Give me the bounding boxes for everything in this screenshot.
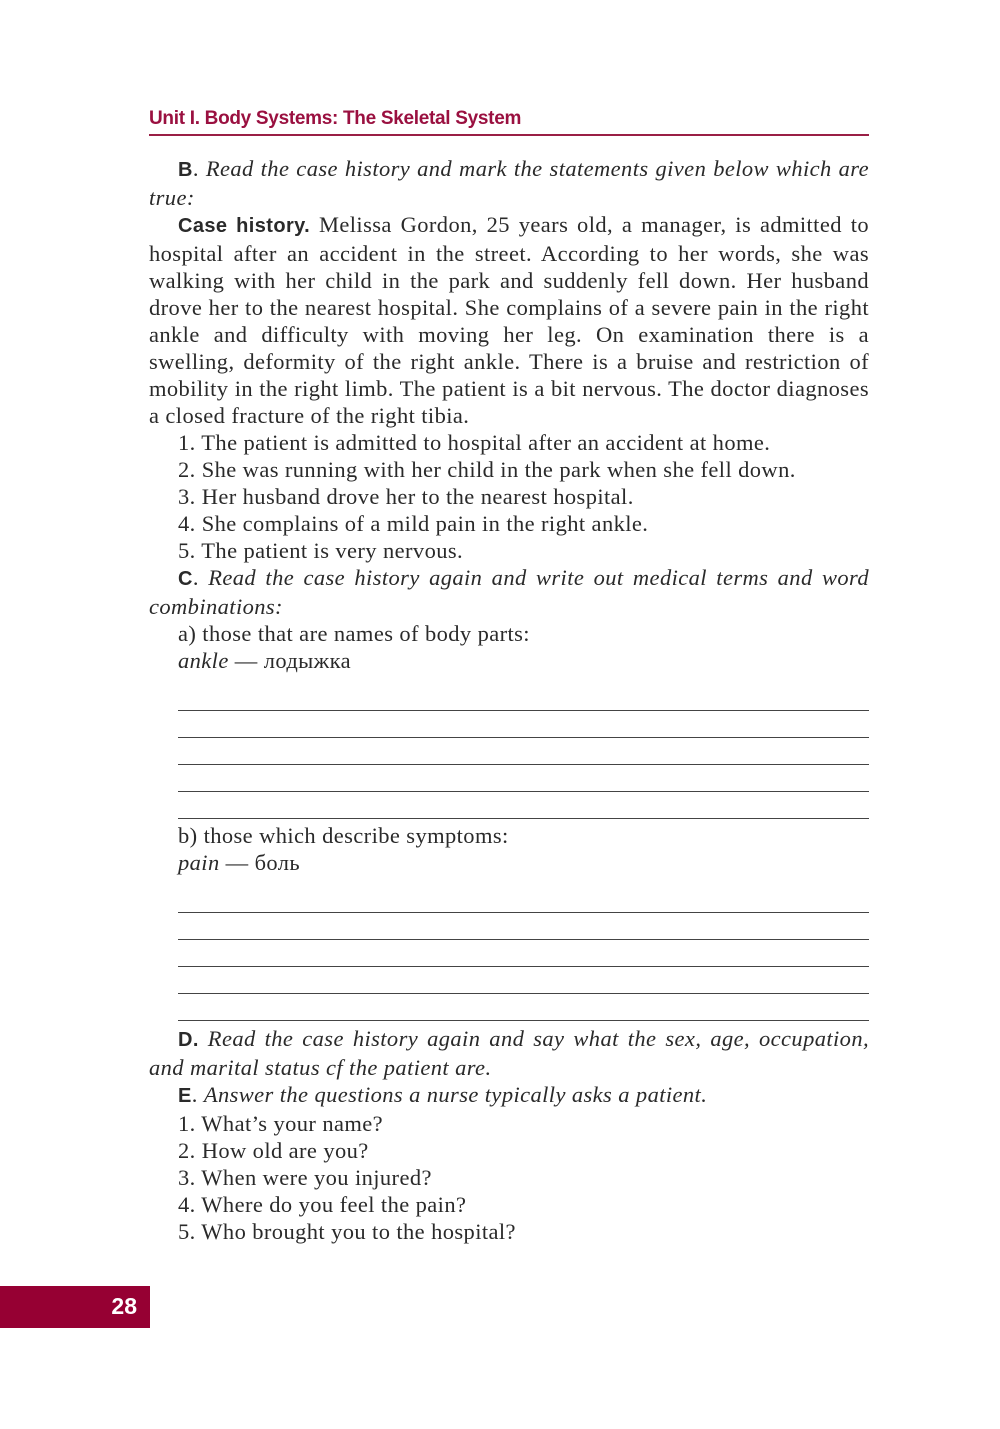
case-text: Melissa Gordon, 25 years old, a manager, is admitted to hospital after an accident in the street. According to her words, she was walking with her child in the park and suddenly fell down. Her husband drove her to the nearest hospital. She complains of a severe pain in the right ankle and difficulty with moving her leg. On examination there is a swelling, deformity of the right ankle. There is a bruise and restriction of mobility in the right limb. The patient is a bit nervous. The doctor diagnoses a closed fracture of the right tibia.: [149, 212, 870, 428]
page-content: [149, 155, 869, 1245]
unit-title: Unit I. Body Systems: The Skeletal System: [149, 108, 522, 129]
answer-line[interactable]: [178, 684, 869, 711]
task-b-instruction: B. Read the case history and mark the statements given below which are true:: [149, 156, 869, 210]
statement: 1. The patient is admitted to hospital after an accident at home.: [178, 430, 771, 455]
example-term: pain: [178, 850, 220, 875]
instruction-text: Read the case history again and write out medical terms and word combinations:: [149, 565, 869, 619]
answer-line[interactable]: [178, 994, 869, 1021]
question: 1. What’s your name?: [178, 1111, 384, 1136]
page-number-tab: [0, 1286, 150, 1328]
example-translation: — боль: [225, 850, 301, 875]
statement: 5. The patient is very nervous.: [178, 538, 464, 563]
example-term: ankle: [178, 648, 229, 673]
statement: 4. She complains of a mild pain in the right ankle.: [178, 511, 649, 536]
instruction-text: Read the case history again and say what the sex, age, occupation, and marital status cf the patient are.: [149, 1026, 870, 1080]
subtask-a-example: [149, 647, 869, 674]
case-history: [149, 211, 869, 429]
answer-line[interactable]: [178, 711, 869, 738]
statement: 3. Her husband drove her to the nearest hospital.: [178, 484, 634, 509]
running-header: [149, 108, 869, 136]
answer-line[interactable]: [178, 886, 869, 913]
instruction-text: Read the case history and mark the statements given below which are true:: [149, 156, 869, 210]
task-letter: C: [178, 568, 193, 590]
task-letter: E: [178, 1085, 192, 1107]
task-e-instruction: E. Answer the questions a nurse typically asks a patient.: [178, 1082, 708, 1107]
question: 2. How old are you?: [178, 1138, 369, 1163]
example-translation: — лодыжка: [234, 648, 352, 673]
answer-line[interactable]: [178, 967, 869, 994]
question: 4. Where do you feel the pain?: [178, 1192, 467, 1217]
task-c-instruction: C. Read the case history again and write out medical terms and word combinations:: [149, 565, 869, 619]
answer-line[interactable]: [178, 913, 869, 940]
question: 5. Who brought you to the hospital?: [178, 1219, 516, 1244]
subtask-a-label: a) those that are names of body parts:: [178, 621, 530, 646]
subtask-b-example: [149, 849, 869, 876]
statement: 2. She was running with her child in the park when she fell down.: [178, 457, 796, 482]
answer-line[interactable]: [178, 792, 869, 819]
case-label: Case history.: [178, 215, 311, 237]
page-number: 28: [111, 1293, 137, 1319]
task-letter: B: [178, 159, 193, 181]
answer-line[interactable]: [178, 738, 869, 765]
answer-line[interactable]: [178, 765, 869, 792]
question: 3. When were you injured?: [178, 1165, 432, 1190]
instruction-text: Answer the questions a nurse typically asks a patient.: [203, 1082, 708, 1107]
subtask-b-label: b) those which describe symptoms:: [178, 823, 509, 848]
task-letter: D.: [178, 1029, 199, 1051]
answer-line[interactable]: [178, 940, 869, 967]
task-d-instruction: [149, 1025, 869, 1081]
